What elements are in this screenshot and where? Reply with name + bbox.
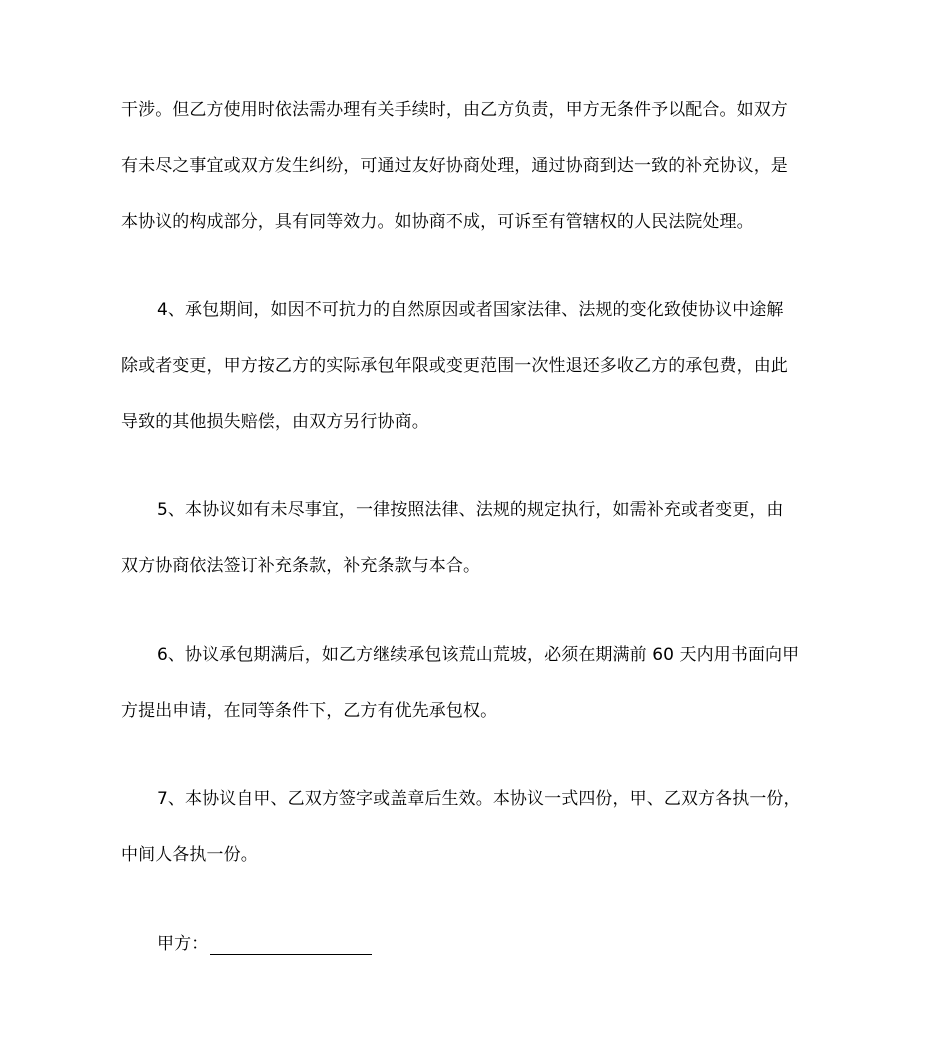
signature-label: 甲方： <box>157 934 209 954</box>
clause-6-line-1: 6、协议承包期满后，如乙方继续承包该荒山荒坡，必须在期满前 60 天内用书面向甲 <box>157 645 800 665</box>
clause-5-line-1: 5、本协议如有未尽事宜，一律按照法律、法规的规定执行，如需补充或者变更，由 <box>157 500 784 520</box>
clause-5-line-2: 双方协商依法签订补充条款，补充条款与本合。 <box>121 556 481 576</box>
clause-7-line-1: 7、本协议自甲、乙双方签字或盖章后生效。本协议一式四份，甲、乙双方各执一份， <box>157 789 801 809</box>
clause-4-line-1: 4、承包期间，如因不可抗力的自然原因或者国家法律、法规的变化致使协议中途解 <box>157 300 784 320</box>
clause-4-line-2: 除或者变更，甲方按乙方的实际承包年限或变更范围一次性退还多收乙方的承包费，由此 <box>121 356 788 376</box>
paragraph-1-line-2: 有未尽之事宜或双方发生纠纷，可通过友好协商处理，通过协商到达一致的补充协议，是 <box>121 156 788 176</box>
clause-6-line-2: 方提出申请，在同等条件下，乙方有优先承包权。 <box>121 701 498 721</box>
paragraph-1-line-3: 本协议的构成部分，具有同等效力。如协商不成，可诉至有管辖权的人民法院处理。 <box>121 212 754 232</box>
signature-blank-line <box>210 938 372 955</box>
clause-7-line-2: 中间人各执一份。 <box>121 845 258 865</box>
clause-4-line-3: 导致的其他损失赔偿，由双方另行协商。 <box>121 412 429 432</box>
paragraph-1-line-1: 干涉。但乙方使用时依法需办理有关手续时，由乙方负责，甲方无条件予以配合。如双方 <box>121 100 788 120</box>
signature-party-a <box>157 933 372 955</box>
